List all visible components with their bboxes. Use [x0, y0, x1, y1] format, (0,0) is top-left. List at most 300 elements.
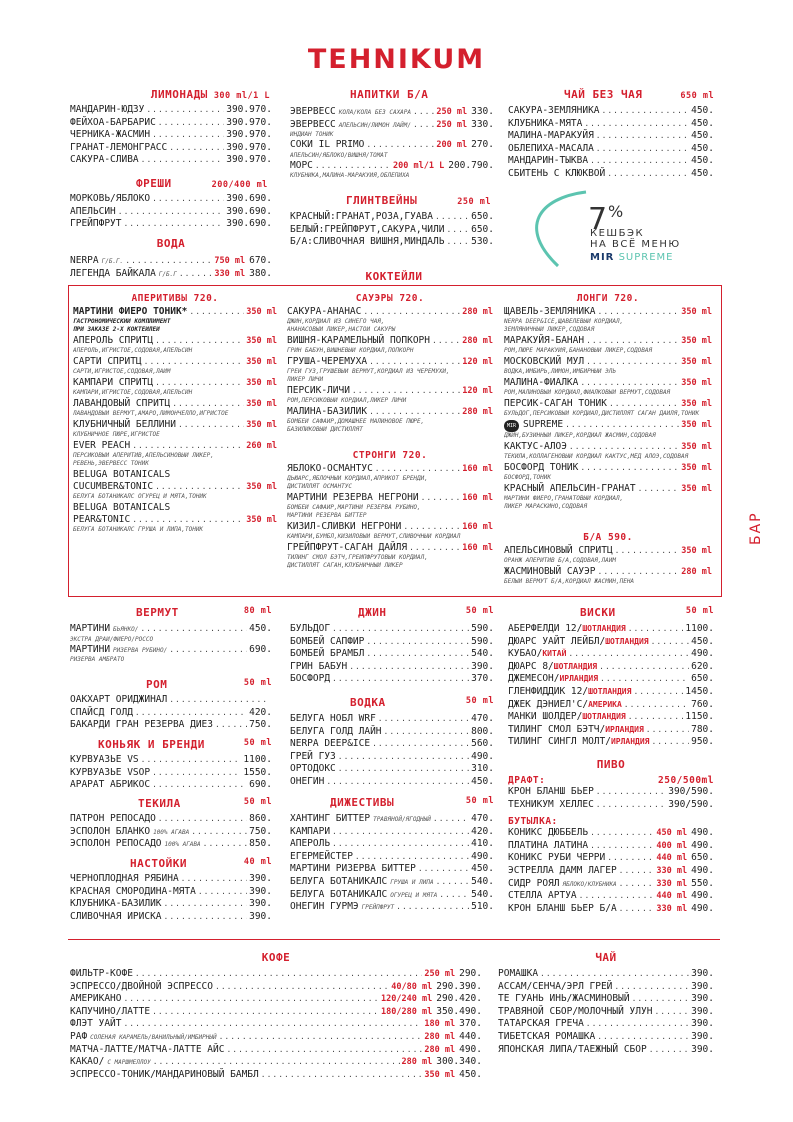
- section-title: НАПИТКИ Б/А: [350, 88, 429, 101]
- item-name: МАРТИНИ РИЗЕРВА БИТТЕР: [290, 863, 416, 875]
- cocktail-name: ПЕРСИК-САГАН ТОНИК: [504, 398, 607, 409]
- cocktail-volume: 160 ml: [462, 543, 493, 553]
- item-name: ОБЛЕПИХА-МАСАЛА: [508, 142, 594, 154]
- dot-leader: [375, 463, 460, 475]
- item-note: ЭКСТРА ДРАЙ/ФИЕРО/РОССО: [70, 635, 154, 643]
- cocktail-ingredients: ПРИ ЗАКАЗЕ 2-Х КОКТЕЙЛЕЙ: [73, 326, 160, 333]
- item-volume: 400 ml: [656, 840, 688, 851]
- item-price: 760.: [691, 698, 714, 710]
- cocktail-item: [504, 483, 712, 511]
- menu-item: [290, 863, 494, 876]
- dot-leader: [332, 673, 469, 686]
- item-name: ОНЕГИН: [290, 775, 325, 787]
- dot-leader: [123, 1018, 422, 1031]
- cocktail-item: [287, 385, 493, 405]
- menu-item: [290, 160, 494, 173]
- menu-item: [70, 1031, 482, 1044]
- menu-item: [70, 1006, 482, 1019]
- section-title: ВОДА: [156, 237, 186, 250]
- cocktail-name: МАРАКУЙЯ-БАНАН: [504, 335, 585, 346]
- item-price: 370.: [459, 1018, 482, 1030]
- promo-percent: %: [608, 202, 624, 221]
- dot-leader: [169, 142, 224, 155]
- dot-leader: [141, 154, 225, 167]
- cocktail-volume: 280 ml: [462, 336, 493, 346]
- item-price: 290.390.: [436, 980, 482, 992]
- menu-item: [508, 636, 714, 649]
- menu-item: [70, 142, 272, 155]
- item-price: 490.: [691, 902, 714, 914]
- menu-item: [290, 139, 494, 152]
- section-title: КОНЬЯК И БРЕНДИ 50 ml: [98, 738, 272, 751]
- dot-leader: [215, 719, 247, 732]
- item-price: 540.: [471, 888, 494, 900]
- item-name: РОМАШКА: [498, 968, 539, 979]
- cocktail-name-2: CUCUMBER&TONIC: [73, 481, 154, 492]
- item-name: ЭСТРЕЛЛА ДАММ ЛАГЕР: [508, 864, 617, 876]
- menu-item: [70, 206, 272, 219]
- item-volume: 330 ml: [656, 878, 688, 889]
- item-name: РАФ: [70, 1030, 88, 1042]
- menu-item: [498, 968, 714, 981]
- dot-leader: [219, 1031, 423, 1044]
- dot-leader: [135, 707, 247, 720]
- section-lemonades: [70, 88, 272, 167]
- menu-item: [290, 119, 494, 132]
- promo-number: 7: [588, 202, 608, 237]
- item-name: МОРС: [290, 159, 313, 171]
- dot-leader: [446, 224, 469, 237]
- item-note: АПЕЛЬСИН/ЯБЛОКО/ВИШНЯ/ТОМАТ: [290, 151, 388, 159]
- menu-item: [508, 827, 714, 840]
- cocktail-ingredients: ДЬЮАРС,ЯБЛОЧНЫЙ КОРДИАЛ,АПРИКОТ БРЕНДИ,: [287, 475, 428, 482]
- menu-item: [498, 981, 714, 994]
- cocktail-ingredients: БЕЛЫЙ ВЕРМУТ Б/А,КОРДИАЛ ЖАСМИН,ПЕНА: [504, 578, 635, 585]
- dot-leader: [326, 776, 469, 789]
- item-name: ОРТОДОКС: [290, 763, 336, 775]
- item-name: ЭВЕРВЕСС: [290, 118, 336, 130]
- cocktail-name: МОСКОВСКИЙ МУЛ: [504, 356, 585, 367]
- item-name: ЭСПРЕССО-ТОНИК/МАНДАРИНОВЫЙ БАМБЛ: [70, 1068, 259, 1080]
- item-name: КРОН БЛАНШ БЬЕР: [508, 786, 594, 797]
- cocktail-item: [287, 356, 493, 384]
- menu-item: [70, 719, 272, 732]
- cocktail-name: АПЕРОЛЬ СПРИТЦ: [73, 335, 154, 346]
- dot-leader: [152, 129, 224, 142]
- item-name: ЭСПРЕССО/ДВОЙНОЙ ЭСПРЕССО: [70, 980, 213, 992]
- item-price: 390.970.: [226, 141, 272, 153]
- cocktail-volume: 120 ml: [462, 386, 493, 396]
- menu-item: [508, 648, 714, 661]
- item-price: 590.: [471, 623, 494, 634]
- cocktail-volume: 350 ml: [681, 336, 712, 346]
- item-volume: 280 ml: [424, 1044, 456, 1055]
- item-price: 390.: [249, 910, 272, 922]
- section-digestifs: [290, 796, 494, 914]
- divider: [68, 939, 720, 940]
- item-price: 650.: [471, 211, 494, 222]
- dot-leader: [352, 385, 460, 397]
- item-country: ШОТЛАНДИЯ: [582, 624, 626, 633]
- item-name: МАНКИ ШОЛДЕР/: [508, 711, 583, 723]
- item-volume: 280 ml: [424, 1031, 456, 1042]
- dot-leader: [590, 827, 654, 840]
- cocktail-ingredients: РЕВЕНЬ,ЭВЕРВЕСС ТОНИК: [73, 460, 149, 467]
- item-note: ЯБЛОКО/КЛУБНИКА: [562, 880, 617, 888]
- cocktails-title: КОКТЕЙЛИ: [365, 270, 423, 283]
- menu-item: [290, 224, 494, 237]
- cocktail-volume: 350 ml: [246, 378, 277, 388]
- menu-item: [508, 890, 714, 903]
- cocktail-name: МАРТИНИ РЕЗЕРВА НЕГРОНИ: [287, 492, 419, 503]
- cocktail-name: КЛУБНИЧНЫЙ БЕЛЛИНИ: [73, 419, 176, 430]
- dot-leader: [586, 335, 679, 347]
- cocktail-row: [73, 514, 277, 526]
- item-name: ГРЕЙ ГУЗ: [290, 750, 336, 762]
- dot-leader: [363, 306, 460, 318]
- item-name: АПЕЛЬСИН: [70, 205, 116, 217]
- dot-leader: [338, 763, 469, 776]
- cocktail-item: [504, 377, 712, 397]
- cocktail-ingredients: ОРАНЖ АПЕРИТИВ Б/А,СОДОВАЯ,ЛАЙМ: [504, 557, 616, 564]
- item-price: 390.970.: [226, 104, 272, 115]
- menu-item: [508, 155, 714, 168]
- menu-item: [508, 623, 714, 636]
- cocktail-name: ЛАВАНДОВЫЙ СПРИТЦ: [73, 398, 171, 409]
- dot-leader: [651, 736, 689, 749]
- item-name: Б/А:СЛИВОЧНАЯ ВИШНЯ,МИНДАЛЬ: [290, 236, 445, 248]
- cocktail-name: КАМПАРИ СПРИТЦ: [73, 377, 154, 388]
- cocktail-ingredients: БОМБЕЙ САФАЙР,ДОМАШНЕЕ МАЛИНОВОЕ ПЮРЕ,: [287, 418, 425, 425]
- dot-leader: [446, 236, 469, 249]
- menu-item: [290, 673, 494, 686]
- item-country: ШОТЛАНДИЯ: [605, 636, 649, 646]
- item-volume: 440 ml: [656, 891, 688, 902]
- menu-item: [70, 129, 272, 142]
- cocktail-volume: 350 ml: [681, 463, 712, 473]
- dot-leader: [580, 377, 679, 389]
- item-note: РИЗЕРВА РУБИНО/: [113, 646, 168, 654]
- menu-item: [290, 661, 494, 674]
- menu-item: [70, 623, 272, 636]
- dot-leader: [198, 886, 247, 899]
- item-name: БУЛЬДОГ: [290, 623, 331, 634]
- cocktail-row: [504, 419, 712, 432]
- menu-item: [70, 968, 482, 981]
- item-note: ТРАВЯНОЙ/ЯГОДНЫЙ: [373, 816, 431, 823]
- item-price: 420.: [249, 706, 272, 718]
- cocktail-row: [504, 441, 712, 453]
- item-price: 300.340.: [436, 1056, 482, 1068]
- cocktail-volume: 350 ml: [681, 307, 712, 317]
- dot-leader: [332, 826, 469, 839]
- item-volume: 440 ml: [656, 853, 688, 864]
- item-name: КРАСНЫЙ:ГРАНАТ,РОЗА,ГУАВА: [290, 211, 433, 222]
- item-volume: 330 ml: [214, 268, 246, 279]
- item-name: ГРИН БАБУН: [290, 660, 348, 672]
- cocktail-ingredients: ДЖИН,БУЗИННЫЙ ЛИКЕР,КОРДИАЛ ЖАСМИН,СОДОВАЯ: [504, 432, 656, 439]
- cocktail-volume: 280 ml: [681, 567, 712, 577]
- item-name: КУРВУАЗЬЕ VSOP: [70, 766, 151, 778]
- item-note: 100% АГАВА: [153, 828, 190, 836]
- section-vermouth: [70, 606, 272, 664]
- item-name: ПАТРОН РЕПОСАДО: [70, 813, 156, 824]
- menu-item: [290, 826, 494, 839]
- dot-leader: [628, 711, 684, 724]
- item-name: NERPA DEEP&ICE: [290, 738, 371, 750]
- item-name: КУРВУАЗЬЕ VS: [70, 754, 139, 765]
- item-note: С МАРШМЕЛЛОУ: [107, 1059, 151, 1067]
- item-name: САКУРА-ЗЕМЛЯНИКА: [508, 105, 600, 116]
- item-price: 490.: [691, 827, 714, 839]
- item-name: ФЛЭТ УАЙТ: [70, 1018, 122, 1030]
- cocktail-ingredients: БЕЛУГА БОТАНИКАЛС ОГУРЕЦ И МЯТА,ТОНИК: [73, 493, 207, 500]
- cocktail-row: [287, 406, 493, 418]
- item-price: 290.420.: [436, 993, 482, 1005]
- cocktail-ingredients: РОМ,МАЛИНОВЫЙ КОРДИАЛ,ФИАЛКОВЫЙ ВЕРМУТ,СОДОВАЯ: [504, 389, 671, 396]
- dot-leader: [132, 440, 244, 452]
- menu-item: [290, 838, 494, 851]
- menu-item: [290, 738, 494, 751]
- item-price: 490.: [459, 1043, 482, 1055]
- menu-item: [508, 840, 714, 853]
- item-name: СИДР РОЯЛ: [508, 877, 560, 889]
- dot-leader: [261, 1069, 423, 1082]
- cocktail-volume: 350 ml: [681, 378, 712, 388]
- menu-item: [290, 776, 494, 789]
- section-tea-free: [508, 88, 714, 181]
- item-name: КРОН БЛАНШ БЬЕР Б/А: [508, 902, 617, 914]
- item-price: 1100.: [243, 754, 272, 765]
- dot-leader: [654, 1006, 689, 1019]
- cocktail-row: [73, 481, 277, 493]
- item-price: 490.: [691, 648, 714, 660]
- item-volume: 250 ml: [424, 969, 456, 979]
- cocktail-ingredients: МАРТИНИ РЕЗЕРВА БИТТЕР: [287, 512, 367, 519]
- dot-leader: [372, 738, 469, 751]
- menu-item: [290, 763, 494, 776]
- dot-leader: [596, 786, 666, 799]
- item-price: 530.: [471, 236, 494, 248]
- menu-item: [498, 1044, 714, 1057]
- cocktail-row: [73, 335, 277, 347]
- item-name: ФИЛЬТР-КОФЕ: [70, 968, 133, 979]
- item-country: ИРЛАНДИЯ: [605, 724, 644, 734]
- item-price: 1450.: [685, 685, 714, 697]
- item-price: 330.: [471, 106, 494, 117]
- item-price: 390.690.: [226, 193, 272, 204]
- cocktail-ingredients: АПЕРОЛЬ,ИГРИСТОЕ,СОДОВАЯ,АПЕЛЬСИН: [73, 347, 193, 354]
- menu-item: [290, 623, 494, 636]
- item-note: ОГУРЕЦ И МЯТА: [390, 891, 438, 899]
- item-price: 750.: [249, 719, 272, 731]
- item-price: 650.: [691, 673, 714, 685]
- cocktail-volume: 350 ml: [246, 482, 277, 492]
- menu-item: [70, 1056, 482, 1069]
- item-name: МАЛИНА-МАРАКУЙЯ: [508, 130, 594, 142]
- item-price: 1150.: [685, 711, 714, 723]
- section-title: ПИВО: [596, 758, 626, 771]
- dot-leader: [178, 419, 244, 431]
- item-price: 540.: [471, 875, 494, 887]
- item-price: 540.: [471, 648, 494, 660]
- item-price: 450.: [691, 105, 714, 116]
- dot-leader: [579, 890, 655, 903]
- item-price: 450.: [249, 623, 272, 634]
- menu-item: [290, 726, 494, 739]
- dot-leader: [369, 406, 460, 418]
- item-price: 390.: [249, 873, 272, 884]
- dot-leader: [540, 968, 689, 981]
- item-name: САКУРА-СЛИВА: [70, 154, 139, 166]
- item-note: КЛУБНИКА,МАЛИНА-МАРАКУЙЯ,ОБЛЕПИХА: [290, 172, 410, 180]
- item-volume: 330 ml: [656, 865, 688, 876]
- menu-item: [290, 211, 494, 224]
- menu-item: [70, 644, 272, 657]
- item-price: 490.: [471, 750, 494, 762]
- promo-brand: MIR SUPREME: [590, 252, 674, 263]
- item-name: ЭСПОЛОН БЛАНКО: [70, 825, 151, 837]
- item-volume: 180/280 ml: [381, 1006, 433, 1017]
- cocktail-volume: 350 ml: [681, 357, 712, 367]
- dot-leader: [632, 993, 690, 1006]
- cocktail-ingredients: КЛУБНИЧНОЕ ПЮРЕ,ИГРИСТОЕ: [73, 431, 160, 438]
- item-name: КОНИКС ДЮББЕЛЬ: [508, 827, 589, 839]
- cocktails-aperitifs: [73, 293, 277, 535]
- item-volume: 330 ml: [656, 903, 688, 914]
- item-price: 390.: [691, 1005, 714, 1017]
- cocktail-item: [287, 406, 493, 434]
- menu-item: [508, 711, 714, 724]
- section-title: ДЖИН 50 ml: [358, 606, 494, 619]
- section-title: ЛИМОНАДЫ 300 ml/1 L: [150, 88, 270, 101]
- cocktail-name: БОСФОРД ТОНИК: [504, 462, 579, 473]
- dot-leader: [158, 813, 247, 826]
- menu-item: [70, 873, 272, 886]
- dot-leader: [590, 155, 689, 168]
- item-price: 690.: [249, 779, 272, 791]
- cocktail-name: BELUGA BOTANICALS: [73, 502, 171, 513]
- dot-leader: [396, 901, 469, 914]
- subsection-title: СТРОНГИ 720.: [352, 450, 428, 461]
- menu-item: [508, 786, 714, 799]
- item-name: КРАСНАЯ СМОРОДИНА-МЯТА: [70, 885, 196, 897]
- cocktail-row: [504, 356, 712, 368]
- section-beer: [508, 758, 714, 915]
- item-price: 390.: [691, 1043, 714, 1055]
- section-title: ФРЕШИ 200/400 ml: [136, 177, 268, 190]
- dot-leader: [646, 724, 689, 737]
- item-price: 850.: [249, 838, 272, 850]
- cocktail-item: [504, 441, 712, 461]
- cocktail-ingredients: ДИСТИЛЛЯТ ОСМАНТУС: [287, 483, 353, 490]
- item-price: 390.: [691, 993, 714, 1005]
- menu-item: [290, 636, 494, 649]
- cocktail-item: [287, 463, 493, 491]
- dot-leader: [590, 840, 654, 853]
- item-price: 650.: [691, 852, 714, 864]
- dot-leader: [421, 492, 461, 504]
- section-vodka: [290, 696, 494, 789]
- item-note: ИНДИАН ТОНИК: [290, 131, 334, 139]
- cocktails-sours: [287, 293, 493, 435]
- menu-item: [508, 852, 714, 865]
- item-volume: 250 ml: [436, 107, 468, 117]
- dot-leader: [633, 686, 683, 699]
- cocktail-row: [73, 440, 277, 452]
- cocktail-item: [504, 419, 712, 440]
- cocktail-ingredients: ДЖИН,КОРДИАЛ ИЗ СИНЕГО ЧАЯ,: [287, 318, 385, 325]
- dot-leader: [144, 356, 245, 368]
- promo-line1: КЕШБЭК: [590, 228, 645, 239]
- item-name: ЭВЕРВЕСС: [290, 106, 336, 117]
- item-name: ДЖЕК ДЭНИЕЛ'С/: [508, 698, 589, 710]
- item-name: КАКАО/: [70, 1056, 105, 1068]
- cocktail-name: КРАСНЫЙ АПЕЛЬСИН-ГРАНАТ: [504, 483, 636, 494]
- menu-item: [70, 707, 272, 720]
- item-price: 550.: [691, 877, 714, 889]
- menu-item: [290, 713, 494, 726]
- subsection-title: САУЭРЫ 720.: [355, 293, 425, 304]
- cocktail-volume: 350 ml: [681, 546, 712, 556]
- cocktails-longs: [504, 293, 712, 512]
- item-name: ЯПОНСКАЯ ЛИПА/ТАЕЖНЫЙ СБОР: [498, 1043, 647, 1055]
- dot-leader: [651, 636, 690, 649]
- dot-leader: [619, 903, 655, 916]
- section-title: ГЛИНТВЕЙНЫ 250 ml: [346, 194, 491, 207]
- section-fresh: [70, 177, 272, 231]
- item-price: 390.: [471, 660, 494, 672]
- item-price: 860.: [249, 813, 272, 824]
- item-price: 450.: [691, 167, 714, 179]
- item-price: 450.: [471, 863, 494, 875]
- menu-item: [70, 981, 482, 994]
- item-price: 780.: [691, 723, 714, 735]
- menu-item: [70, 193, 272, 206]
- cocktail-ingredients: МАРТИНИ ФИЕРО,ГРАНАТОВЫЙ КОРДИАЛ,: [504, 495, 624, 502]
- beer-bottle-header: БУТЫЛКА:: [508, 816, 558, 828]
- item-name: ДЖЕМЕСОН/: [508, 673, 560, 685]
- dot-leader: [568, 648, 689, 661]
- subsection-title: Б/А 590.: [583, 532, 633, 543]
- item-name: АПЕРОЛЬ: [290, 838, 331, 850]
- cocktail-volume: 120 ml: [462, 357, 493, 367]
- menu-item: [508, 105, 714, 118]
- item-note: ГРЕЙПФРУТ: [361, 904, 395, 912]
- section-title: ДИЖЕСТИВЫ 50 ml: [330, 796, 494, 809]
- item-price: 950.: [691, 736, 714, 748]
- item-name: ЛЕГЕНДА БАЙКАЛА: [70, 267, 156, 279]
- cocktail-volume: 350 ml: [246, 515, 277, 525]
- item-name: МОРКОВЬ/ЯБЛОКО: [70, 193, 151, 204]
- item-volume: 280 ml: [401, 1057, 433, 1068]
- cocktail-row: [504, 306, 712, 318]
- item-price: 380.: [249, 267, 272, 279]
- section-liqueurs: [70, 857, 272, 923]
- menu-item: [290, 236, 494, 249]
- item-country: АМЕРИКА: [588, 699, 622, 709]
- cocktail-item: [504, 462, 712, 482]
- item-name: КОНИКС РУБИ ЧЕРРИ: [508, 852, 606, 864]
- cocktail-ingredients: NERPA DEEP&ICE,ЩАВЕЛЕВЫЙ КОРДИАЛ,: [504, 318, 624, 325]
- item-name: ЕГЕРМЕЙСТЕР: [290, 850, 353, 862]
- item-volume: 450 ml: [656, 828, 688, 839]
- menu-item: [70, 993, 482, 1006]
- menu-item: [290, 876, 494, 889]
- dot-leader: [586, 356, 679, 368]
- cocktail-row: [73, 419, 277, 431]
- menu-item: [290, 648, 494, 661]
